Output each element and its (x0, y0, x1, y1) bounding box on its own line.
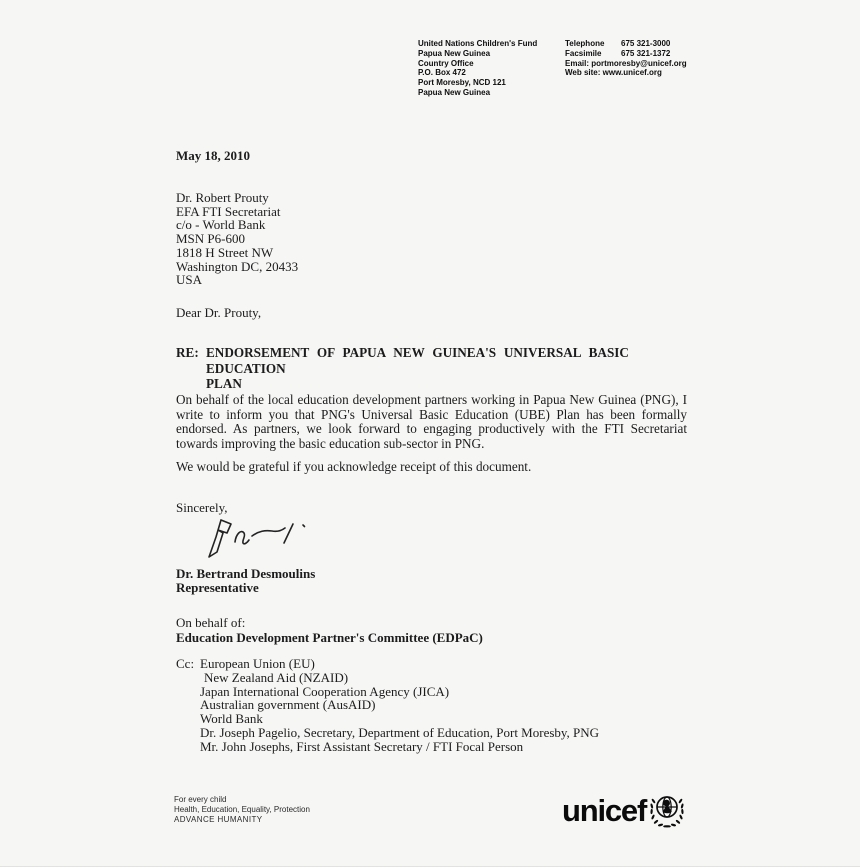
letterhead-contact-label: Email: (565, 58, 590, 68)
subject-text (206, 345, 688, 392)
letterhead-email (565, 59, 687, 69)
cc-item: Australian government (AusAID) (200, 697, 376, 713)
recipient-line: MSN P6-600 (176, 231, 245, 247)
letterhead-contact-value: portmoresby@unicef.org (591, 58, 687, 68)
recipient-line: USA (176, 272, 203, 288)
recipient-line: Dr. Robert Prouty (176, 190, 269, 205)
letterhead-contact-label: Facsimile (565, 48, 602, 58)
footer-tagline-line: ADVANCE HUMANITY (174, 815, 263, 824)
footer-tagline (174, 795, 310, 825)
on-behalf-block (176, 615, 483, 645)
cc-item: Mr. John Josephs, First Assistant Secretary / FTI Focal Person (200, 738, 524, 754)
recipient-address (176, 191, 298, 287)
cc-row (176, 657, 599, 671)
salutation: Dear Dr. Prouty, (176, 305, 262, 320)
recipient-line: 1818 H Street NW (176, 244, 274, 260)
letterhead-org-address (418, 39, 537, 98)
subject-text-line: PLAN (206, 376, 242, 392)
footer-tagline-line: Health, Education, Equality, Protection (174, 805, 310, 814)
letterhead-contact-value: 675 321-1372 (621, 48, 671, 58)
letterhead-telephone (565, 39, 687, 49)
subject-line (176, 345, 688, 392)
cc-item: European Union (EU) (200, 656, 315, 671)
letterhead-line: Papua New Guinea (418, 48, 491, 58)
letter-date: May 18, 2010 (176, 148, 251, 163)
body-paragraph: We would be grateful if you acknowledge receipt of this document. (176, 459, 532, 474)
closing: Sincerely, (176, 500, 228, 515)
letterhead-contact-label: Telephone (565, 39, 605, 48)
unicef-logo (562, 790, 687, 832)
letterhead-contact (565, 39, 687, 78)
unicef-emblem-icon (647, 790, 687, 832)
unicef-wordmark: unicef (562, 793, 647, 828)
letterhead-line: Country Office (418, 58, 474, 68)
letterhead-facsimile (565, 49, 687, 59)
recipient-line: EFA FTI Secretariat (176, 203, 281, 219)
on-behalf-label: On behalf of: (176, 615, 246, 630)
letterhead-contact-value: www.unicef.org (602, 68, 662, 78)
signer-title: Representative (176, 580, 259, 596)
body-paragraph: On behalf of the local education development partners working in Papua New Guinea (PNG), I write to inform you that PNG's Universal Basic Education (UBE) Plan has been formally endorsed. As partners, we look forward to engaging productively with the FTI Secretariat towards improving the basic education sub-sector in PNG. (176, 392, 687, 451)
signature-scribble (190, 509, 325, 561)
subject-label: RE: (176, 345, 199, 360)
cc-item: New Zealand Aid (NZAID) (204, 669, 349, 685)
signature-block (176, 567, 315, 595)
letterhead-line: Papua New Guinea (418, 87, 491, 97)
cc-label: Cc: (176, 656, 195, 671)
letterhead-line: Port Moresby, NCD 121 (418, 78, 506, 88)
cc-list (176, 657, 599, 754)
cc-item: Dr. Joseph Pagelio, Secretary, Department of Education, Port Moresby, PNG (200, 724, 600, 740)
on-behalf-org: Education Development Partner's Committee (EDPaC) (176, 630, 483, 646)
letterhead-line: P.O. Box 472 (418, 68, 466, 78)
recipient-line: c/o - World Bank (176, 217, 266, 233)
letterhead-contact-value: 675 321-3000 (621, 39, 671, 48)
signer-name: Dr. Bertrand Desmoulins (176, 566, 316, 581)
recipient-line: Washington DC, 20433 (176, 258, 299, 274)
cc-item: Japan International Cooperation Agency (JICA) (200, 683, 450, 699)
footer-tagline-line: For every child (174, 795, 227, 804)
cc-item: World Bank (200, 711, 263, 727)
letterhead-contact-label: Web site: (565, 68, 601, 78)
letterhead-website (565, 68, 687, 78)
letterhead-line: United Nations Children's Fund (418, 39, 538, 48)
subject-text-line: ENDORSEMENT OF PAPUA NEW GUINEA'S UNIVERSAL BASIC EDUCATION (206, 345, 629, 376)
